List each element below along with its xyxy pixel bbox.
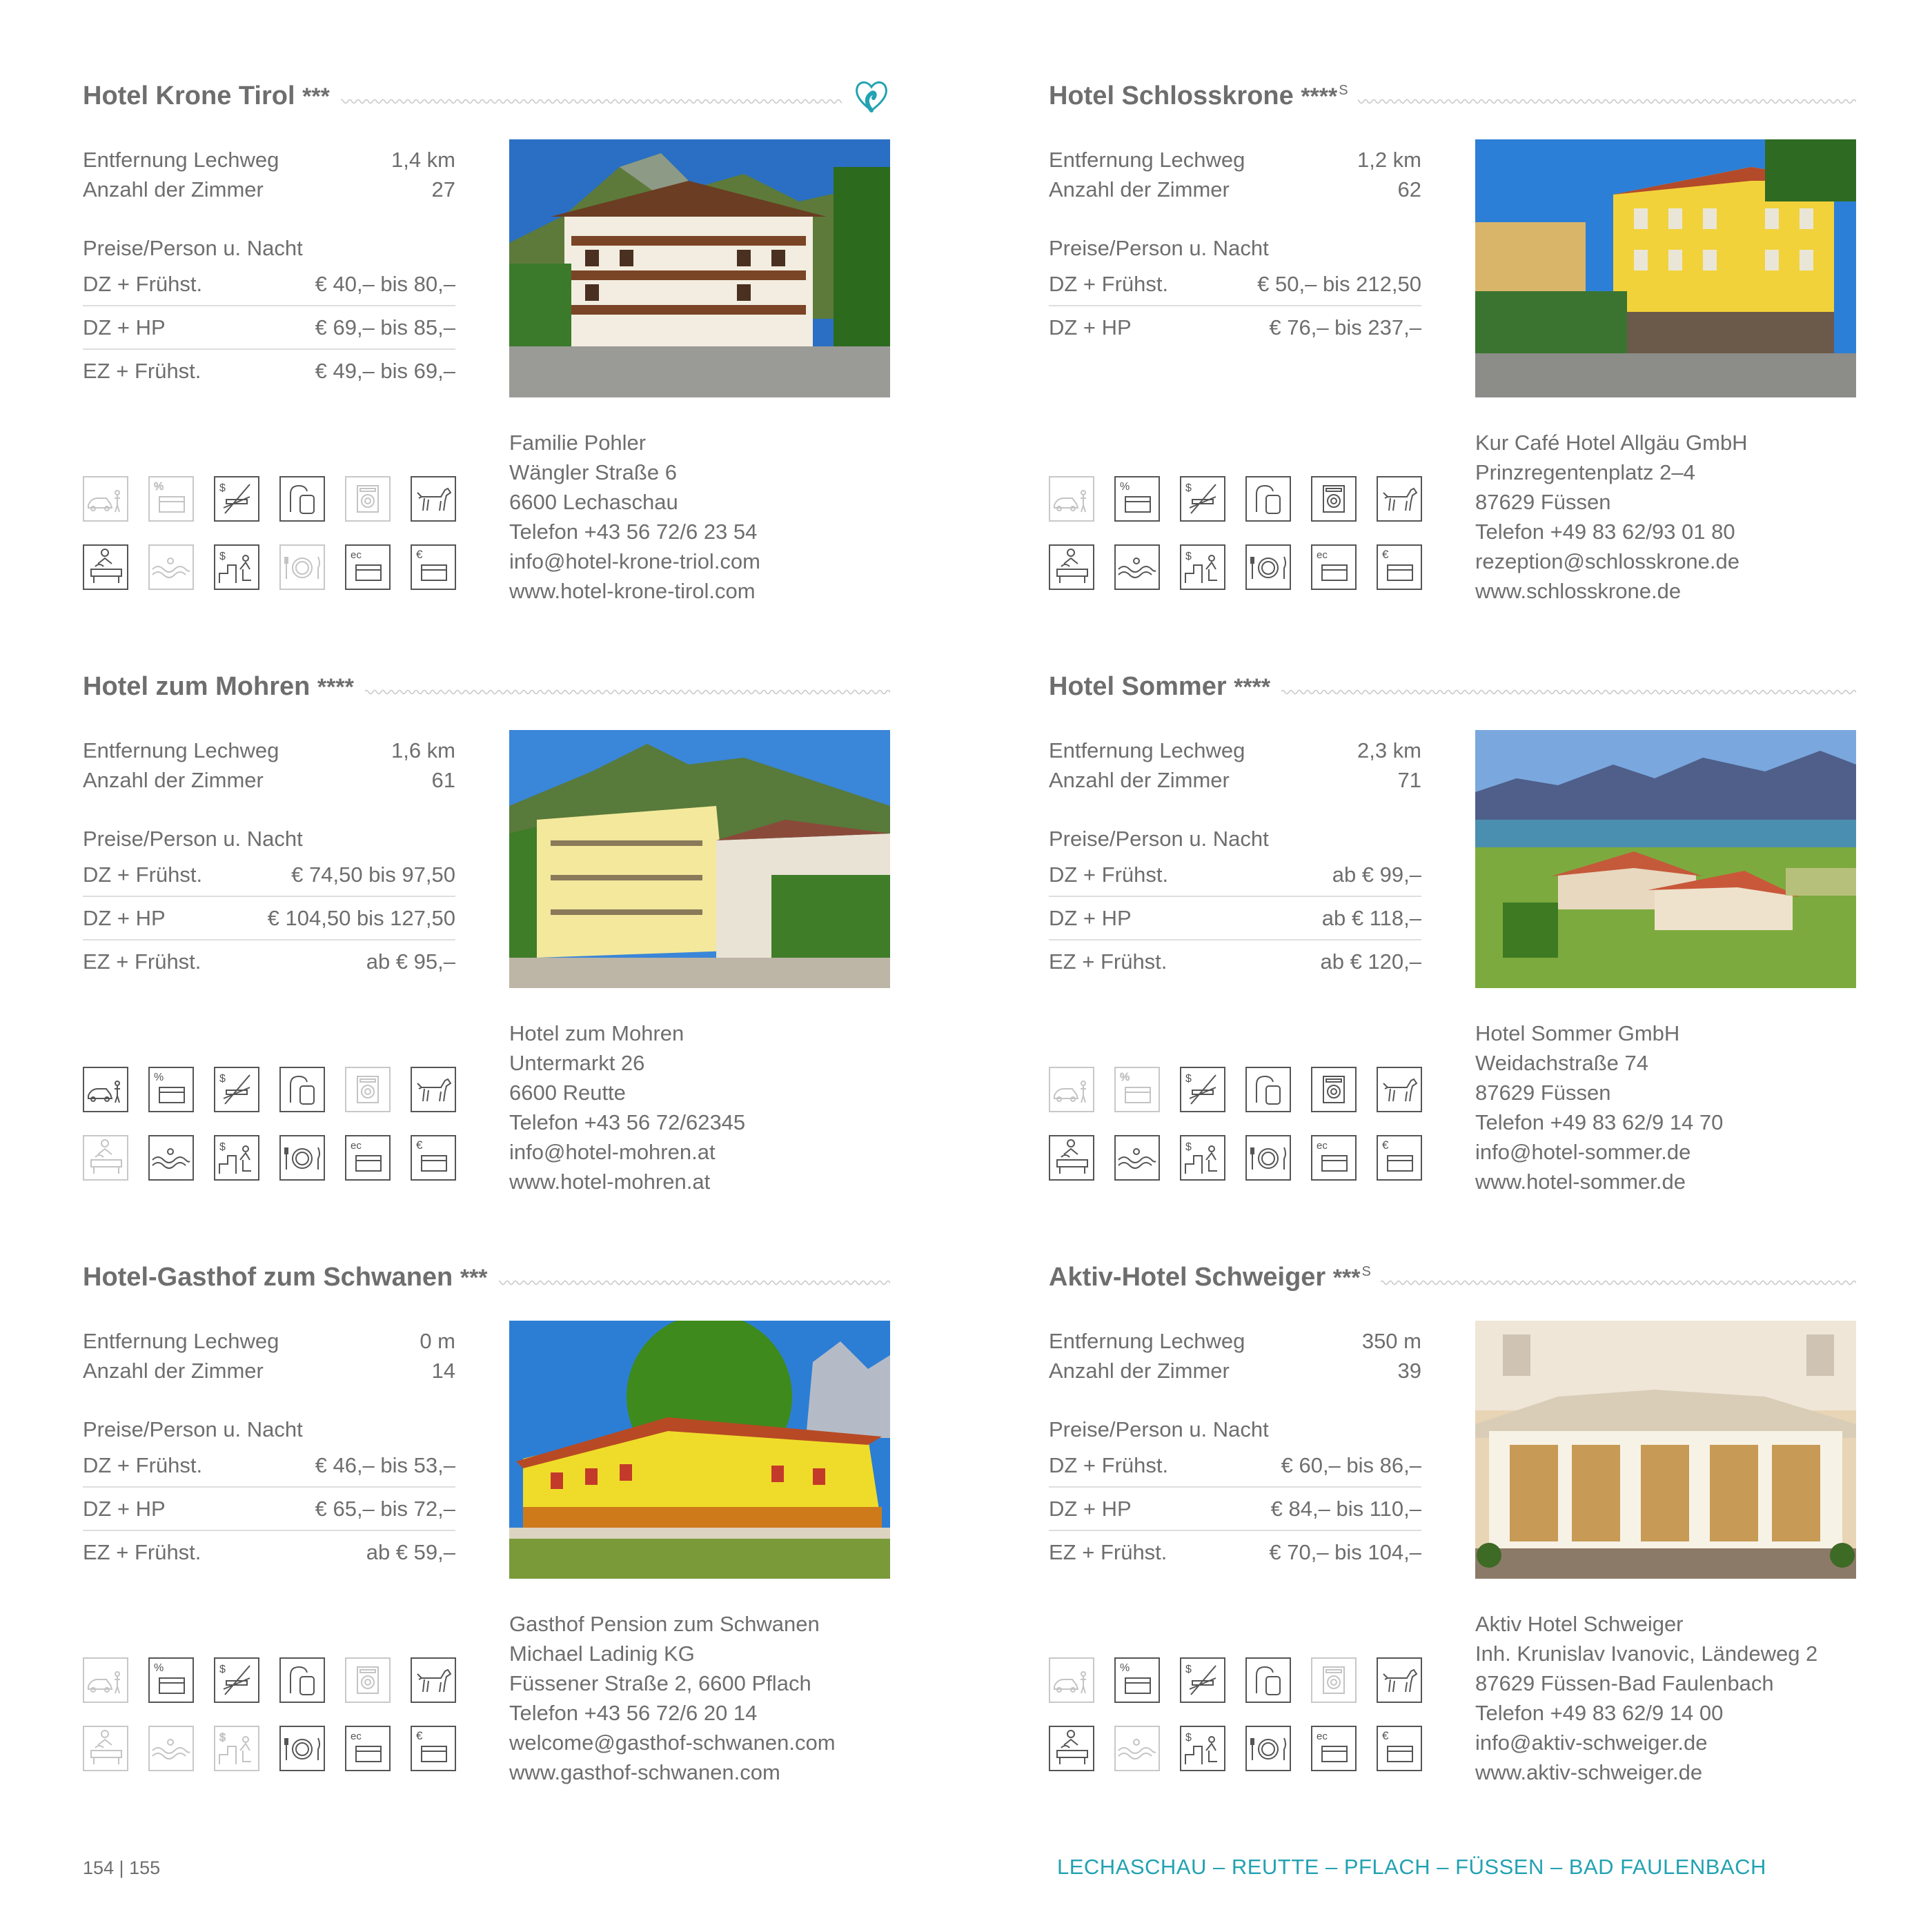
stairs-icon bbox=[1180, 1135, 1225, 1181]
price-range: € 40,– bis 80,– bbox=[315, 272, 455, 296]
distance-row bbox=[1049, 736, 1421, 765]
discount-card-icon bbox=[1114, 1067, 1160, 1112]
svg-text:%: % bbox=[1120, 481, 1130, 493]
hotel-name-text: Hotel Krone Tirol bbox=[83, 81, 295, 110]
hotel-name-text: Aktiv-Hotel Schweiger bbox=[1049, 1263, 1326, 1292]
rooms-value: 39 bbox=[1397, 1359, 1421, 1383]
distance-value: 0 m bbox=[420, 1329, 455, 1353]
hotel-card-sommer bbox=[1049, 667, 1856, 1205]
safe-icon bbox=[1311, 1067, 1357, 1112]
price-table bbox=[1049, 854, 1421, 983]
price-range: € 74,50 bis 97,50 bbox=[291, 862, 455, 887]
parking-icon bbox=[1049, 1657, 1094, 1703]
price-row bbox=[83, 940, 455, 983]
distance-value: 1,4 km bbox=[391, 148, 455, 172]
prices-heading: Preise/Person u. Nacht bbox=[1049, 827, 1269, 851]
contact-line: Wängler Straße 6 bbox=[509, 460, 677, 484]
svg-text:$: $ bbox=[1185, 1664, 1192, 1675]
svg-text:ec: ec bbox=[351, 1140, 362, 1152]
price-range: € 69,– bis 85,– bbox=[315, 315, 455, 339]
price-row bbox=[1049, 897, 1421, 940]
price-range: € 46,– bis 53,– bbox=[315, 1453, 455, 1477]
rooms-value: 71 bbox=[1397, 768, 1421, 792]
price-table bbox=[1049, 263, 1421, 348]
parking-icon bbox=[1049, 476, 1094, 522]
price-room-type: EZ + Frühst. bbox=[1049, 949, 1167, 974]
contact-line: Gasthof Pension zum Schwanen bbox=[509, 1612, 820, 1636]
rooms-row bbox=[83, 765, 455, 795]
svg-text:%: % bbox=[154, 1072, 164, 1083]
price-row bbox=[1049, 1531, 1421, 1573]
hotel-name bbox=[1049, 81, 1358, 111]
contact-line: Untermarkt 26 bbox=[509, 1051, 645, 1075]
website-link[interactable]: www.hotel-krone-tirol.com bbox=[509, 579, 756, 603]
contact-line: 87629 Füssen bbox=[1475, 1081, 1611, 1105]
hotel-contact bbox=[509, 1018, 896, 1196]
price-range: € 60,– bis 86,– bbox=[1281, 1453, 1421, 1477]
price-range: € 70,– bis 104,– bbox=[1269, 1540, 1421, 1564]
distance-value: 1,2 km bbox=[1357, 148, 1421, 172]
no-smoking-icon bbox=[214, 1657, 259, 1703]
price-range: € 50,– bis 212,50 bbox=[1257, 272, 1421, 296]
hotel-title-row bbox=[83, 667, 890, 708]
hotel-card-zum-mohren bbox=[83, 667, 890, 1205]
rooms-row bbox=[83, 1356, 455, 1386]
svg-text:$: $ bbox=[219, 551, 226, 562]
hotel-contact bbox=[509, 428, 896, 606]
price-room-type: EZ + Frühst. bbox=[83, 949, 201, 974]
email-link[interactable]: info@aktiv-schweiger.de bbox=[1475, 1731, 1708, 1755]
price-room-type: DZ + Frühst. bbox=[1049, 272, 1169, 296]
rooms-label: Anzahl der Zimmer bbox=[1049, 177, 1230, 201]
hotel-contact bbox=[509, 1609, 896, 1787]
hotel-card-schlosskrone bbox=[1049, 76, 1856, 614]
svg-text:%: % bbox=[154, 1662, 164, 1674]
price-room-type: DZ + HP bbox=[83, 315, 166, 339]
discount-card-icon bbox=[148, 1657, 194, 1703]
contact-line: Kur Café Hotel Allgäu GmbH bbox=[1475, 431, 1748, 455]
website-link[interactable]: www.hotel-sommer.de bbox=[1475, 1170, 1686, 1194]
contact-line: Hotel Sommer GmbH bbox=[1475, 1021, 1680, 1045]
hairdryer-icon bbox=[279, 1657, 325, 1703]
hotel-contact bbox=[1475, 1609, 1862, 1787]
no-smoking-icon bbox=[214, 476, 259, 522]
distance-label: Entfernung Lechweg bbox=[83, 738, 279, 762]
price-room-type: DZ + Frühst. bbox=[1049, 1453, 1169, 1477]
price-range: € 76,– bis 237,– bbox=[1269, 315, 1421, 339]
parking-icon bbox=[1049, 1067, 1094, 1112]
distance-value: 1,6 km bbox=[391, 738, 455, 762]
rooms-label: Anzahl der Zimmer bbox=[1049, 768, 1230, 792]
svg-text:ec: ec bbox=[1317, 549, 1328, 561]
massage-icon bbox=[83, 1135, 128, 1181]
prices-heading: Preise/Person u. Nacht bbox=[83, 827, 303, 851]
region-footer: LECHASCHAU – REUTTE – PFLACH – FÜSSEN – BAD FAULENBACH bbox=[1057, 1855, 1766, 1879]
euro-card-icon bbox=[411, 544, 456, 590]
pool-icon bbox=[1114, 544, 1160, 590]
price-row bbox=[83, 1531, 455, 1573]
hotel-name bbox=[1049, 672, 1281, 702]
stairs-icon bbox=[1180, 544, 1225, 590]
rooms-value: 14 bbox=[431, 1359, 455, 1383]
no-smoking-icon bbox=[1180, 1067, 1225, 1112]
price-row bbox=[83, 306, 455, 350]
hotel-name-text: Hotel zum Mohren bbox=[83, 672, 310, 701]
contact-line: Inh. Krunislav Ivanovic, Ländeweg 2 bbox=[1475, 1642, 1818, 1666]
rooms-row bbox=[1049, 175, 1421, 204]
pool-icon bbox=[1114, 1726, 1160, 1771]
svg-text:$: $ bbox=[1185, 1141, 1192, 1153]
safe-icon bbox=[345, 1657, 391, 1703]
website-link[interactable]: www.schlosskrone.de bbox=[1475, 579, 1682, 603]
ec-card-icon bbox=[345, 1726, 391, 1771]
ec-card-icon bbox=[1311, 544, 1357, 590]
dog-icon bbox=[411, 476, 456, 522]
website-link[interactable]: www.gasthof-schwanen.com bbox=[509, 1760, 780, 1784]
restaurant-icon bbox=[1245, 544, 1291, 590]
svg-text:€: € bbox=[1382, 1138, 1389, 1152]
svg-text:€: € bbox=[1382, 548, 1389, 561]
hotel-facts bbox=[1049, 736, 1421, 983]
pool-icon bbox=[148, 1726, 194, 1771]
restaurant-icon bbox=[279, 544, 325, 590]
dog-icon bbox=[411, 1067, 456, 1112]
hotel-contact bbox=[1475, 428, 1862, 606]
pool-icon bbox=[148, 544, 194, 590]
hotel-title-row bbox=[83, 1257, 890, 1299]
price-row bbox=[1049, 306, 1421, 348]
prices-heading: Preise/Person u. Nacht bbox=[83, 1417, 303, 1441]
hotel-zum-mohren-photo bbox=[509, 730, 890, 988]
price-range: € 49,– bis 69,– bbox=[315, 359, 455, 383]
massage-icon bbox=[83, 544, 128, 590]
contact-line: 87629 Füssen-Bad Faulenbach bbox=[1475, 1671, 1774, 1695]
contact-line: Telefon +43 56 72/62345 bbox=[509, 1110, 746, 1134]
rooms-label: Anzahl der Zimmer bbox=[83, 1359, 264, 1383]
star-rating: *** bbox=[460, 1265, 488, 1291]
hotel-sommer-photo bbox=[1475, 730, 1856, 988]
distance-label: Entfernung Lechweg bbox=[1049, 148, 1245, 172]
parking-icon bbox=[83, 1067, 128, 1112]
hotel-name bbox=[1049, 1263, 1381, 1292]
hotel-contact bbox=[1475, 1018, 1862, 1196]
svg-text:€: € bbox=[416, 1138, 423, 1152]
contact-line: Prinzregentenplatz 2–4 bbox=[1475, 460, 1695, 484]
svg-text:$: $ bbox=[1185, 482, 1192, 494]
massage-icon bbox=[1049, 544, 1094, 590]
euro-card-icon bbox=[1377, 1135, 1422, 1181]
price-room-type: DZ + Frühst. bbox=[83, 862, 203, 887]
safe-icon bbox=[345, 476, 391, 522]
hotel-card-schweiger bbox=[1049, 1257, 1856, 1795]
hotel-facts bbox=[83, 736, 455, 983]
hairdryer-icon bbox=[279, 1067, 325, 1112]
euro-card-icon bbox=[1377, 544, 1422, 590]
price-room-type: DZ + Frühst. bbox=[83, 1453, 203, 1477]
price-row bbox=[1049, 1488, 1421, 1531]
price-range: ab € 95,– bbox=[366, 949, 455, 974]
massage-icon bbox=[83, 1726, 128, 1771]
price-table bbox=[83, 854, 455, 983]
contact-line: 6600 Lechaschau bbox=[509, 490, 678, 514]
superior-mark: S bbox=[1339, 83, 1348, 98]
price-range: € 84,– bis 110,– bbox=[1270, 1497, 1421, 1521]
distance-row bbox=[83, 1326, 455, 1356]
svg-text:%: % bbox=[1120, 1662, 1130, 1674]
ec-card-icon bbox=[1311, 1135, 1357, 1181]
stairs-icon bbox=[1180, 1726, 1225, 1771]
discount-card-icon bbox=[1114, 1657, 1160, 1703]
rooms-label: Anzahl der Zimmer bbox=[1049, 1359, 1230, 1383]
hotel-title-row bbox=[83, 76, 890, 117]
stairs-icon bbox=[214, 544, 259, 590]
distance-label: Entfernung Lechweg bbox=[1049, 738, 1245, 762]
rooms-label: Anzahl der Zimmer bbox=[83, 177, 264, 201]
svg-text:ec: ec bbox=[1317, 1731, 1328, 1742]
price-table bbox=[1049, 1444, 1421, 1573]
svg-text:€: € bbox=[416, 548, 423, 561]
contact-line: Telefon +49 83 62/9 14 00 bbox=[1475, 1701, 1724, 1725]
svg-text:ec: ec bbox=[351, 549, 362, 561]
distance-value: 2,3 km bbox=[1357, 738, 1421, 762]
price-row bbox=[83, 897, 455, 940]
contact-line: 6600 Reutte bbox=[509, 1081, 626, 1105]
distance-value: 350 m bbox=[1361, 1329, 1421, 1353]
price-room-type: DZ + HP bbox=[1049, 1497, 1132, 1521]
hotel-title-row bbox=[1049, 667, 1856, 708]
svg-text:$: $ bbox=[219, 1664, 226, 1675]
restaurant-icon bbox=[1245, 1726, 1291, 1771]
hotel-title-row bbox=[1049, 76, 1856, 117]
restaurant-icon bbox=[279, 1135, 325, 1181]
prices-heading: Preise/Person u. Nacht bbox=[1049, 236, 1269, 260]
star-rating: **** bbox=[317, 674, 354, 700]
hotel-name bbox=[83, 1263, 499, 1292]
restaurant-icon bbox=[1245, 1135, 1291, 1181]
price-row bbox=[83, 263, 455, 306]
page-numbers: 154 | 155 bbox=[83, 1857, 161, 1878]
contact-line: 87629 Füssen bbox=[1475, 490, 1611, 514]
no-smoking-icon bbox=[1180, 476, 1225, 522]
svg-text:$: $ bbox=[1185, 551, 1192, 562]
dog-icon bbox=[411, 1657, 456, 1703]
rooms-label: Anzahl der Zimmer bbox=[83, 768, 264, 792]
prices-heading: Preise/Person u. Nacht bbox=[83, 236, 303, 260]
price-room-type: EZ + Frühst. bbox=[83, 359, 201, 383]
no-smoking-icon bbox=[1180, 1657, 1225, 1703]
hotel-card-krone-tirol bbox=[83, 76, 890, 614]
contact-line: Telefon +43 56 72/6 23 54 bbox=[509, 520, 758, 544]
email-link[interactable]: info@hotel-sommer.de bbox=[1475, 1140, 1691, 1164]
dog-icon bbox=[1377, 1067, 1422, 1112]
hotel-facts bbox=[1049, 1326, 1421, 1573]
dog-icon bbox=[1377, 476, 1422, 522]
price-room-type: DZ + HP bbox=[1049, 315, 1132, 339]
star-rating: **** bbox=[1234, 674, 1271, 700]
parking-icon bbox=[83, 1657, 128, 1703]
contact-line: Weidachstraße 74 bbox=[1475, 1051, 1648, 1075]
price-table bbox=[83, 1444, 455, 1573]
dog-icon bbox=[1377, 1657, 1422, 1703]
svg-text:ec: ec bbox=[351, 1731, 362, 1742]
stairs-icon bbox=[214, 1726, 259, 1771]
contact-line: Telefon +49 83 62/93 01 80 bbox=[1475, 520, 1735, 544]
superior-mark: S bbox=[1361, 1264, 1371, 1279]
discount-card-icon bbox=[1114, 476, 1160, 522]
svg-text:€: € bbox=[1382, 1729, 1389, 1742]
rooms-row bbox=[1049, 1356, 1421, 1386]
stairs-icon bbox=[214, 1135, 259, 1181]
svg-text:$: $ bbox=[219, 1141, 226, 1153]
svg-text:$: $ bbox=[219, 1073, 226, 1085]
svg-text:%: % bbox=[154, 481, 164, 493]
heart-icon bbox=[853, 76, 890, 115]
discount-card-icon bbox=[148, 476, 194, 522]
euro-card-icon bbox=[1377, 1726, 1422, 1771]
contact-line: Füssener Straße 2, 6600 Pflach bbox=[509, 1671, 811, 1695]
price-row bbox=[1049, 940, 1421, 983]
distance-label: Entfernung Lechweg bbox=[1049, 1329, 1245, 1353]
hairdryer-icon bbox=[1245, 476, 1291, 522]
svg-text:$: $ bbox=[219, 482, 226, 494]
price-room-type: DZ + HP bbox=[1049, 906, 1132, 930]
svg-text:$: $ bbox=[219, 1732, 226, 1744]
price-row bbox=[83, 1488, 455, 1531]
distance-row bbox=[83, 145, 455, 175]
hotel-facts bbox=[83, 145, 455, 392]
euro-card-icon bbox=[411, 1135, 456, 1181]
price-room-type: DZ + Frühst. bbox=[83, 272, 203, 296]
rooms-row bbox=[1049, 765, 1421, 795]
restaurant-icon bbox=[279, 1726, 325, 1771]
price-range: ab € 120,– bbox=[1320, 949, 1421, 974]
contact-line: Hotel zum Mohren bbox=[509, 1021, 684, 1045]
website-link[interactable]: www.aktiv-schweiger.de bbox=[1475, 1760, 1703, 1784]
svg-text:ec: ec bbox=[1317, 1140, 1328, 1152]
ec-card-icon bbox=[345, 1135, 391, 1181]
price-row bbox=[1049, 1444, 1421, 1488]
star-rating: **** bbox=[1301, 83, 1338, 110]
ec-card-icon bbox=[1311, 1726, 1357, 1771]
contact-line: Aktiv Hotel Schweiger bbox=[1475, 1612, 1684, 1636]
price-range: ab € 99,– bbox=[1332, 862, 1421, 887]
hotel-krone-tirol-photo bbox=[509, 139, 890, 397]
star-rating: *** bbox=[1332, 1265, 1361, 1291]
hairdryer-icon bbox=[1245, 1657, 1291, 1703]
hairdryer-icon bbox=[279, 476, 325, 522]
hotel-schlosskrone-photo bbox=[1475, 139, 1856, 397]
massage-icon bbox=[1049, 1726, 1094, 1771]
safe-icon bbox=[1311, 1657, 1357, 1703]
svg-text:$: $ bbox=[1185, 1073, 1192, 1085]
price-table bbox=[83, 263, 455, 392]
contact-line: Telefon +43 56 72/6 20 14 bbox=[509, 1701, 758, 1725]
price-row bbox=[83, 1444, 455, 1488]
price-room-type: EZ + Frühst. bbox=[1049, 1540, 1167, 1564]
pool-icon bbox=[148, 1135, 194, 1181]
hotel-card-schwanen bbox=[83, 1257, 890, 1795]
massage-icon bbox=[1049, 1135, 1094, 1181]
hotel-name-text: Hotel Schlosskrone bbox=[1049, 81, 1294, 110]
gasthof-schwanen-photo bbox=[509, 1321, 890, 1579]
price-row bbox=[83, 854, 455, 897]
price-room-type: EZ + Frühst. bbox=[83, 1540, 201, 1564]
aktiv-hotel-schweiger-photo bbox=[1475, 1321, 1856, 1579]
safe-icon bbox=[345, 1067, 391, 1112]
rooms-row bbox=[83, 175, 455, 204]
pool-icon bbox=[1114, 1135, 1160, 1181]
price-row bbox=[1049, 263, 1421, 306]
distance-row bbox=[83, 736, 455, 765]
price-range: ab € 118,– bbox=[1321, 906, 1421, 930]
price-range: € 104,50 bis 127,50 bbox=[267, 906, 455, 930]
website-link[interactable]: www.hotel-mohren.at bbox=[509, 1170, 711, 1194]
discount-card-icon bbox=[148, 1067, 194, 1112]
email-link[interactable]: welcome@gasthof-schwanen.com bbox=[509, 1731, 836, 1755]
price-room-type: DZ + HP bbox=[83, 1497, 166, 1521]
svg-text:%: % bbox=[1120, 1072, 1130, 1083]
distance-label: Entfernung Lechweg bbox=[83, 1329, 279, 1353]
price-room-type: DZ + Frühst. bbox=[1049, 862, 1169, 887]
price-row bbox=[83, 350, 455, 392]
hotel-name bbox=[83, 672, 365, 702]
no-smoking-icon bbox=[214, 1067, 259, 1112]
hotel-title-row bbox=[1049, 1257, 1856, 1299]
distance-row bbox=[1049, 1326, 1421, 1356]
distance-label: Entfernung Lechweg bbox=[83, 148, 279, 172]
parking-icon bbox=[83, 476, 128, 522]
prices-heading: Preise/Person u. Nacht bbox=[1049, 1417, 1269, 1441]
hotel-name-text: Hotel-Gasthof zum Schwanen bbox=[83, 1263, 453, 1292]
svg-text:$: $ bbox=[1185, 1732, 1192, 1744]
hotel-facts bbox=[83, 1326, 455, 1573]
price-room-type: DZ + HP bbox=[83, 906, 166, 930]
email-link[interactable]: rezeption@schlosskrone.de bbox=[1475, 549, 1740, 573]
safe-icon bbox=[1311, 476, 1357, 522]
rooms-value: 62 bbox=[1397, 177, 1421, 201]
distance-row bbox=[1049, 145, 1421, 175]
contact-line: Telefon +49 83 62/9 14 70 bbox=[1475, 1110, 1724, 1134]
hotel-name-text: Hotel Sommer bbox=[1049, 672, 1227, 701]
hotel-name bbox=[83, 81, 341, 111]
email-link[interactable]: info@hotel-krone-triol.com bbox=[509, 549, 760, 573]
price-row bbox=[1049, 854, 1421, 897]
price-range: € 65,– bis 72,– bbox=[315, 1497, 455, 1521]
rooms-value: 27 bbox=[431, 177, 455, 201]
hairdryer-icon bbox=[1245, 1067, 1291, 1112]
star-rating: *** bbox=[302, 83, 330, 110]
rooms-value: 61 bbox=[431, 768, 455, 792]
svg-text:€: € bbox=[416, 1729, 423, 1742]
contact-line: Familie Pohler bbox=[509, 431, 647, 455]
hotel-facts bbox=[1049, 145, 1421, 348]
contact-line: Michael Ladinig KG bbox=[509, 1642, 695, 1666]
ec-card-icon bbox=[345, 544, 391, 590]
euro-card-icon bbox=[411, 1726, 456, 1771]
price-range: ab € 59,– bbox=[366, 1540, 455, 1564]
email-link[interactable]: info@hotel-mohren.at bbox=[509, 1140, 716, 1164]
